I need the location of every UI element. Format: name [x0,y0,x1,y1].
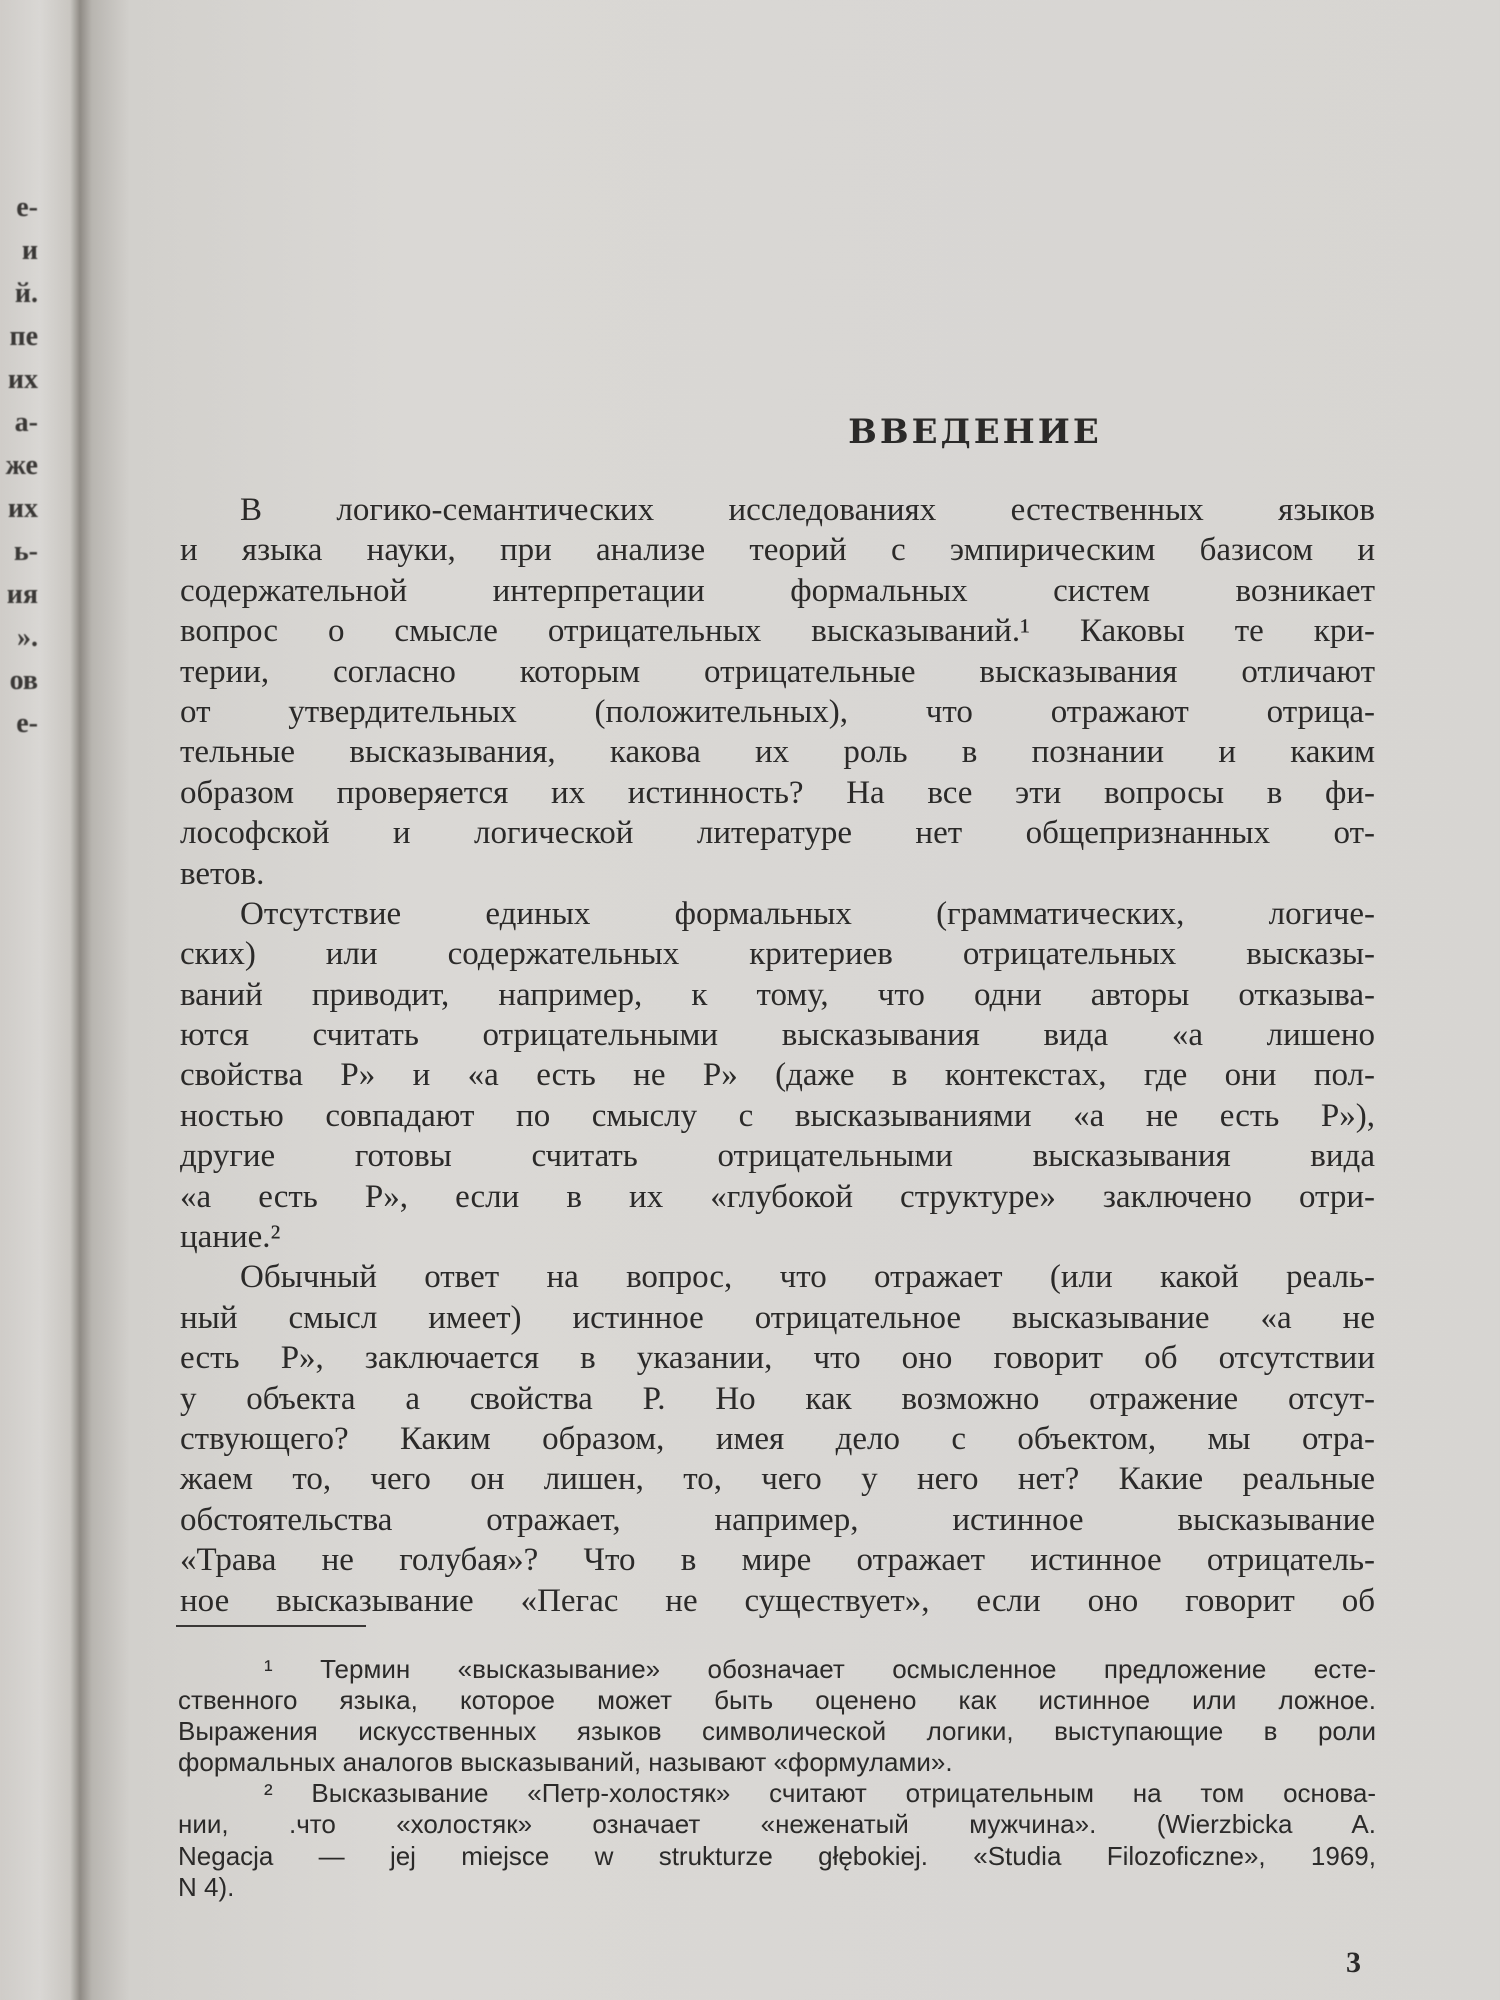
footnote-divider [176,1625,366,1627]
text-line: ских) или содержательных критериев отрицательных высказы- [180,936,1375,973]
text-line: от утвердительных (положительных), что отражают отрица- [180,693,1375,730]
text-line: Выражения искусственных языков символической логики, выступающие в роли [178,1716,1376,1747]
left-page-fragment: пе [9,321,38,352]
text-line: другие готовы считать отрицательными высказывания вида [180,1138,1375,1175]
left-page-fragment: й. [14,278,38,309]
text-line: ствующего? Каким образом, имея дело с объектом, мы отра- [180,1420,1375,1457]
text-line: ветов. [180,855,265,892]
text-line: «Трава не голубая»? Что в мире отражает истинное отрицатель- [180,1542,1375,1579]
text-line: и языка науки, при анализе теорий с эмпирическим базисом и [180,532,1375,569]
left-page-fragment: а- [14,407,38,438]
left-page-fragment: е- [16,708,38,739]
text-line: ваний приводит, например, к тому, что одни авторы отказыва- [180,976,1375,1013]
text-line: ный смысл имеет) истинное отрицательное высказывание «a не [180,1299,1375,1336]
text-line: свойства P» и «a есть не P» (даже в контекстах, где они пол- [180,1057,1375,1094]
left-page-fragment: е- [16,192,38,223]
left-page-edge-text [0,186,38,745]
left-page-fragment: их [7,364,38,395]
text-line: ¹ Термин «высказывание» обозначает осмысленное предложение есте- [264,1654,1376,1684]
text-line: цание.² [180,1219,281,1256]
text-line: В логико-семантических исследованиях естественных языков [240,492,1375,528]
text-line: Отсутствие единых формальных (грамматических, логиче- [240,895,1375,932]
paragraph [180,894,1375,1258]
footnote [178,1654,1376,1778]
text-line: нии, .что «холостяк» означает «неженатый мужчина». (Wierzbicka A. [178,1809,1376,1840]
left-page-fragment: ов [9,665,38,696]
text-line: жаем то, чего он лишен, то, чего у него нет? Какие реальные [180,1461,1375,1498]
paragraph [180,490,1375,894]
text-line: ностью совпадают по смыслу с высказываниями «a не есть P»), [180,1097,1375,1134]
left-page-fragment: ь- [13,536,38,567]
text-line: ное высказывание «Пегас не существует», если оно говорит об [180,1582,1375,1619]
text-line: ются считать отрицательными высказывания вида «a лишено [180,1017,1375,1054]
text-line: обстоятельства отражает, например, истинное высказывание [180,1501,1375,1538]
text-line: образом проверяется их истинность? На все эти вопросы в фи- [180,774,1375,811]
footnotes [178,1654,1376,1903]
text-line: вопрос о смысле отрицательных высказываний.¹ Каковы те кри- [180,613,1375,650]
text-line: ² Высказывание «Петр-холостяк» считают отрицательным на том основа- [264,1778,1376,1809]
text-line: содержательной интерпретации формальных систем возникает [180,572,1375,609]
text-line: тельные высказывания, какова их роль в познании и каким [180,734,1375,771]
page-number: 3 [1346,1946,1361,1979]
paragraph [180,1257,1375,1621]
text-line: Negacja — jej miejsce w strukturze głębokiej. «Studia Filozoficzne», 1969, [178,1840,1376,1871]
chapter-title: ВВЕДЕНИЕ [848,412,1102,452]
text-line: есть P», заключается в указании, что оно говорит об отсутствии [180,1340,1375,1377]
left-page-fragment: их [7,493,38,524]
text-line: терии, согласно которым отрицательные высказывания отличают [180,653,1375,690]
left-page-fragment: же [5,450,38,481]
body-text [180,490,1375,1621]
text-line: ственного языка, которое может быть оценено как истинное или ложное. [178,1685,1376,1716]
text-line: «a есть P», если в их «глубокой структуре» заключено отри- [180,1178,1375,1215]
text-line: лософской и логической литературе нет общепризнанных от- [180,815,1375,852]
footnote [178,1778,1376,1902]
text-line: формальных аналогов высказываний, называют «формулами». [178,1747,953,1778]
left-page-fragment: ия [6,579,38,610]
left-page-fragment: ». [17,622,38,653]
text-line: N 4). [178,1871,235,1902]
text-line: Обычный ответ на вопрос, что отражает (или какой реаль- [240,1259,1375,1296]
text-line: у объекта a свойства P. Но как возможно отражение отсут- [180,1380,1375,1417]
left-page-fragment: и [21,235,38,266]
